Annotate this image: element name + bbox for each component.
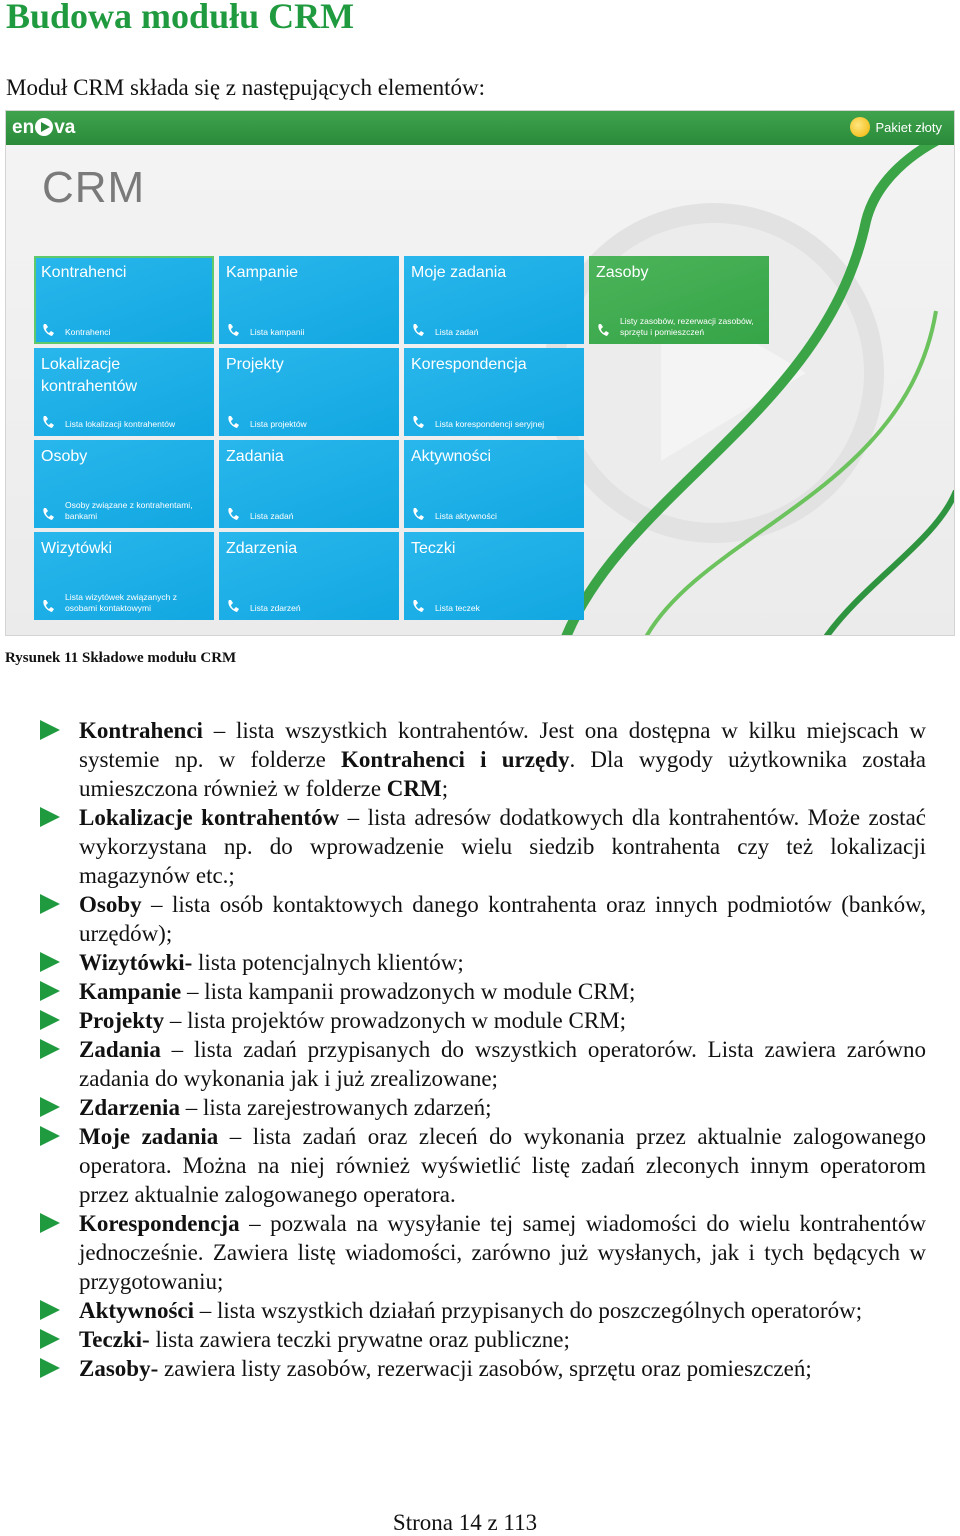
list-item: Aktywności – lista wszystkich działań przypisanych do poszczególnych operatorów; <box>40 1296 926 1325</box>
list-item: Projekty – lista projektów prowadzonych w module CRM; <box>40 1006 926 1035</box>
triangle-bullet-icon <box>40 720 60 740</box>
triangle-bullet-icon <box>40 1358 60 1378</box>
coin-icon <box>850 117 870 137</box>
phone-icon <box>411 414 427 430</box>
tile-wizytowki[interactable]: Wizytówki Lista wizytówek związanych z osobami kontaktowymi <box>34 532 214 620</box>
phone-icon <box>41 598 57 614</box>
list-item: Kampanie – lista kampanii prowadzonych w module CRM; <box>40 977 926 1006</box>
tile-aktywnosci[interactable]: Aktywności Lista aktywności <box>404 440 584 528</box>
triangle-bullet-icon <box>40 952 60 972</box>
crm-screenshot <box>5 110 955 636</box>
phone-icon <box>226 506 242 522</box>
list-item: Zdarzenia – lista zarejestrowanych zdarzeń; <box>40 1093 926 1122</box>
triangle-bullet-icon <box>40 807 60 827</box>
tile-kontrahenci[interactable]: Kontrahenci Kontrahenci <box>34 256 214 344</box>
page-title: Budowa modułu CRM <box>6 0 355 36</box>
tile-zdarzenia[interactable]: Zdarzenia Lista zdarzeń <box>219 532 399 620</box>
triangle-bullet-icon <box>40 981 60 1001</box>
tile-projekty[interactable]: Projekty Lista projektów <box>219 348 399 436</box>
list-item: Zasoby- zawiera listy zasobów, rezerwacji zasobów, sprzętu oraz pomieszczeń; <box>40 1354 926 1383</box>
phone-icon <box>411 322 427 338</box>
list-item: Kontrahenci – lista wszystkich kontrahentów. Jest ona dostępna w kilku miejscach w systemie np. w folderze Kontrahenci i urzędy. Dla wygody użytkownika została umieszczona również w folderze CRM; <box>40 716 926 803</box>
phone-icon <box>226 414 242 430</box>
tile-kampanie[interactable]: Kampanie Lista kampanii <box>219 256 399 344</box>
tile-moje-zadania[interactable]: Moje zadania Lista zadań <box>404 256 584 344</box>
list-item: Lokalizacje kontrahentów – lista adresów dodatkowych dla kontrahentów. Może zostać wykorzystana np. do wprowadzenie wielu siedzib kontrahenta czy też lokalizacji magazynów etc.; <box>40 803 926 890</box>
triangle-bullet-icon <box>40 1329 60 1349</box>
page-footer: Strona 14 z 113 <box>392 1510 538 1535</box>
phone-icon <box>226 322 242 338</box>
phone-icon <box>41 506 57 522</box>
list-item: Teczki- lista zawiera teczki prywatne oraz publiczne; <box>40 1325 926 1354</box>
list-item: Korespondencja – pozwala na wysyłanie tej samej wiadomości do wielu kontrahentów jednocześnie. Zawiera listę wiadomości, zarówno już wysłanych, jak i tych będących w przygotowaniu; <box>40 1209 926 1296</box>
triangle-bullet-icon <box>40 1213 60 1233</box>
phone-icon <box>41 322 57 338</box>
phone-icon <box>226 598 242 614</box>
triangle-bullet-icon <box>40 1039 60 1059</box>
list-item: Zadania – lista zadań przypisanych do wszystkich operatorów. Lista zawiera zarówno zadania do wykonania jak i już zrealizowane; <box>40 1035 926 1093</box>
enova-logo: en va <box>12 117 76 138</box>
list-item: Wizytówki- lista potencjalnych klientów; <box>40 948 926 977</box>
tile-zadania[interactable]: Zadania Lista zadań <box>219 440 399 528</box>
triangle-bullet-icon <box>40 1097 60 1117</box>
tile-osoby[interactable]: Osoby Osoby związane z kontrahentami, bankami <box>34 440 214 528</box>
phone-icon <box>41 414 57 430</box>
list-item: Moje zadania – lista zadań oraz zleceń do wykonania przez aktualnie zalogowanego operatora. Można na niej również wyświetlić listę zadań zleconych innym operatorom przez aktualnie zalogowanego operatora. <box>40 1122 926 1209</box>
triangle-bullet-icon <box>40 1126 60 1146</box>
triangle-bullet-icon <box>40 894 60 914</box>
tile-teczki[interactable]: Teczki Lista teczek <box>404 532 584 620</box>
triangle-bullet-icon <box>40 1010 60 1030</box>
intro-text: Moduł CRM składa się z następujących elementów: <box>6 75 486 100</box>
phone-icon <box>411 598 427 614</box>
triangle-bullet-icon <box>40 1300 60 1320</box>
phone-icon <box>596 322 612 338</box>
app-topbar <box>6 111 954 145</box>
crm-heading: CRM <box>42 163 146 212</box>
package-indicator[interactable]: Pakiet złoty <box>850 117 942 139</box>
list-item: Osoby – lista osób kontaktowych danego kontrahenta oraz innych podmiotów (banków, urzędów); <box>40 890 926 948</box>
tile-zasoby[interactable]: Zasoby Listy zasobów, rezerwacji zasobów, sprzętu i pomieszczeń <box>589 256 769 344</box>
tile-lokalizacje-kontrahentow[interactable]: Lokalizacje kontrahentów Lista lokalizacji kontrahentów <box>34 348 214 436</box>
elements-list <box>40 716 926 1383</box>
figure-caption: Rysunek 11 Składowe modułu CRM <box>5 650 237 666</box>
phone-icon <box>411 506 427 522</box>
tile-korespondencja[interactable]: Korespondencja Lista korespondencji seryjnej <box>404 348 584 436</box>
